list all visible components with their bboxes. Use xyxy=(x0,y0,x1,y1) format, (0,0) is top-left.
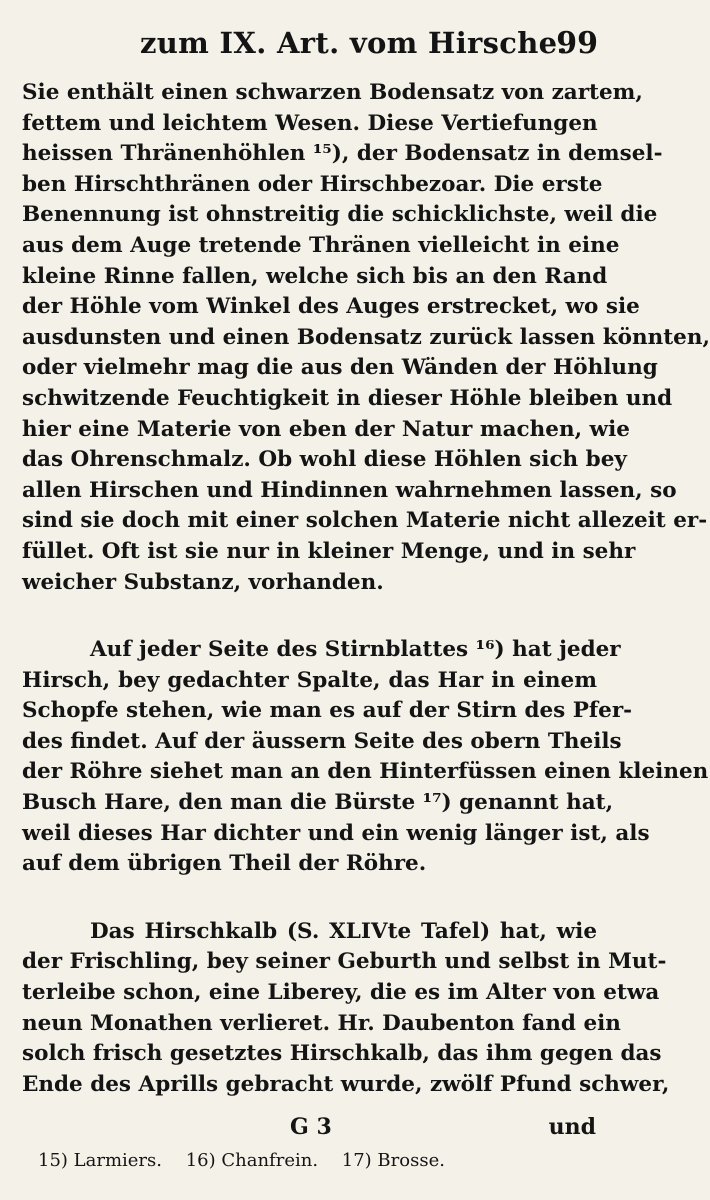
footnote-15: 15) Larmiers. xyxy=(38,1150,162,1171)
text-line: auf dem übrigen Theil der Röhre. xyxy=(22,851,427,877)
text-line: ausdunsten und einen Bodensatz zurück lassen könnten, xyxy=(22,324,710,350)
page-number: 99 xyxy=(556,26,598,61)
text-line: Hirsch, bey gedachter Spalte, das Har in einem xyxy=(22,667,597,693)
text-line: Busch Hare, den man die Bürste ¹⁷) genannt hat, xyxy=(22,790,614,816)
text-line: aus dem Auge tretende Thränen vielleicht in eine xyxy=(22,232,620,258)
text-line: oder vielmehr mag die aus den Wänden der Höhlung xyxy=(22,355,658,381)
text-line: solch frisch gesetztes Hirschkalb, das ihm gegen das xyxy=(22,1041,662,1067)
text-line: der Höhle vom Winkel des Auges erstrecket, wo sie xyxy=(22,294,640,320)
page-foot-line xyxy=(0,1114,632,1148)
text-line: terleibe schon, eine Liberey, die es im Alter von etwa xyxy=(22,980,660,1006)
text-line: weicher Substanz, vorhanden. xyxy=(22,569,384,595)
text-line: füllet. Oft ist sie nur in kleiner Menge, und in sehr xyxy=(22,538,636,564)
text-line: fettem und leichtem Wesen. Diese Vertiefungen xyxy=(22,110,598,136)
footnotes xyxy=(38,1150,598,1171)
text-line: Benennung ist ohnstreitig die schicklichste, weil die xyxy=(22,202,658,228)
text-line: Auf jeder Seite des Stirnblattes ¹⁶) hat jeder xyxy=(90,637,621,663)
text-line: ben Hirschthränen oder Hirschbezoar. Die erste xyxy=(22,171,603,197)
paragraph-1 xyxy=(22,78,710,598)
text-line: der Frischling, bey seiner Geburth und selbst in Mut- xyxy=(22,949,667,975)
page-header xyxy=(0,22,632,70)
text-line: schwitzende Feuchtigkeit in dieser Höhle bleiben und xyxy=(22,385,673,411)
footnote-17: 17) Brosse. xyxy=(341,1150,445,1171)
text-line: sind sie doch mit einer solchen Materie nicht allezeit er- xyxy=(22,508,708,534)
text-line: der Röhre siehet man an den Hinterfüssen einen kleinen xyxy=(22,759,709,785)
signature-mark: G 3 xyxy=(290,1114,332,1140)
catchword: und xyxy=(548,1114,596,1140)
paragraph-3 xyxy=(22,917,670,1101)
text-line: Schopfe stehen, wie man es auf der Stirn des Pfer- xyxy=(22,698,633,724)
text-line: Das Hirschkalb (S. XLIVte Tafel) hat, wie xyxy=(90,918,597,944)
text-line: Sie enthält einen schwarzen Bodensatz von zartem, xyxy=(22,80,643,105)
text-line: des findet. Auf der äussern Seite des obern Theils xyxy=(22,728,622,754)
footnote-16: 16) Chanfrein. xyxy=(185,1150,319,1171)
paragraph-gap xyxy=(22,598,597,635)
text-line: weil dieses Har dichter und ein wenig länger ist, als xyxy=(22,820,650,846)
text-line: neun Monathen verlieret. Hr. Daubenton fand ein xyxy=(22,1010,621,1036)
paragraph-gap xyxy=(22,880,597,917)
running-head: zum IX. Art. vom Hirsche. xyxy=(140,26,568,60)
paragraph-2 xyxy=(22,635,709,880)
text-line: Ende des Aprills gebracht wurde, zwölf Pfund schwer, xyxy=(22,1071,670,1097)
text-line: kleine Rinne fallen, welche sich bis an den Rand xyxy=(22,263,608,289)
text-line: das Ohrenschmalz. Ob wohl diese Höhlen sich bey xyxy=(22,447,627,473)
text-line: heissen Thränenhöhlen ¹⁵), der Bodensatz in demsel- xyxy=(22,141,663,167)
text-line: allen Hirschen und Hindinnen wahrnehmen lassen, so xyxy=(22,477,677,503)
body-text xyxy=(22,78,710,1100)
text-line: hier eine Materie von eben der Natur machen, wie xyxy=(22,416,630,442)
